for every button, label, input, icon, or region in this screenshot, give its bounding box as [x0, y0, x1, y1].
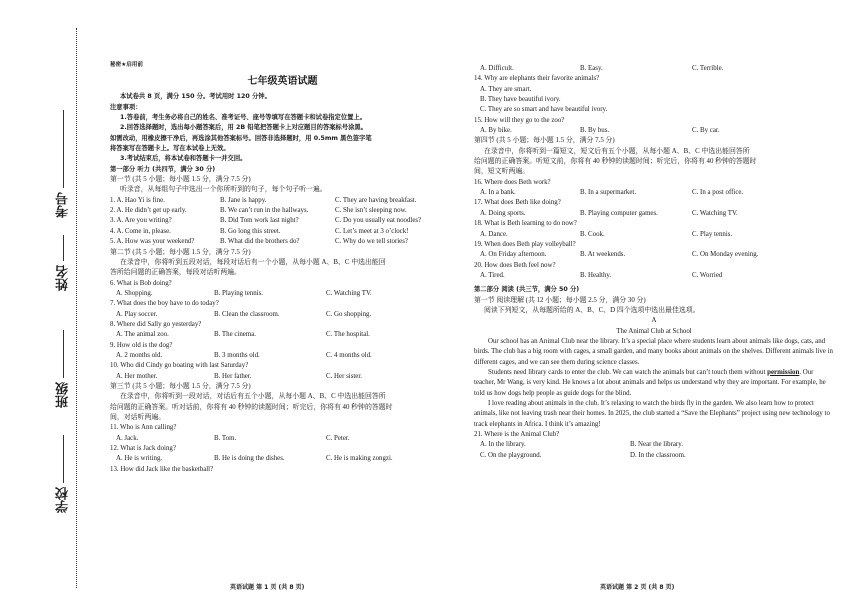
- list-item: 5. A. How was your weekend? B. What did the brothers do? C. Why do we tell stories?: [110, 238, 408, 246]
- option-row: A. Tired. B. Healthy. C. Worried: [480, 271, 723, 279]
- option-row: A. On Friday afternoon. B. At weekends. C. On Monday evening.: [480, 251, 759, 259]
- option-row: A. Shopping. B. Playing tennis. C. Watching TV.: [116, 289, 372, 297]
- note-line: 2.回答选择题时，选出每小题答案后，用 2B 铅笔把答题卡上对应题目的答案标号涂黑。: [120, 124, 368, 132]
- option-line: A. They are smart.: [480, 85, 532, 93]
- option-row: A. Jack. B. Tom. C. Peter.: [116, 434, 350, 442]
- section4-instructions: 在录音中，你将听到一篇短文，短文后有五个小题，从每小题 A、B、C 中选出能回答所: [484, 147, 750, 155]
- note-line: 1.答卷前，考生务必将自己的姓名、准考证号、座号等填写在答题卡和试卷指定位置上。: [120, 114, 367, 122]
- question-stem: 13. How did Jack like the basketball?: [110, 465, 214, 473]
- exam-number-field: [50, 110, 76, 218]
- question-stem: 7. What does the boy have to do today?: [110, 300, 219, 308]
- list-item: 3. A. Are you writing? B. Did Tom work last night? C. Do you usually eat noodles?: [110, 217, 422, 225]
- exam-number-line: [63, 110, 64, 188]
- option-row: C. On the playground. D. In the classroom.: [480, 451, 686, 459]
- class-line: [63, 330, 64, 378]
- class-label: 班级: [55, 382, 71, 408]
- question-stem: 8. Where did Sally go yesterday?: [110, 320, 202, 328]
- question-stem: 19. When does Beth play volleyball?: [474, 240, 576, 248]
- list-item: 2. A. He didn’t get up early. B. We can’t run in the hallways. C. She isn’t sleeping now.: [110, 207, 407, 215]
- passage-paragraph: I love reading about animals in the club. It’s relaxing to watch the birds fly in the garden. We also learn how to protect animals, like not leaving trash near their homes. In 2025, the club started a “Save the Elephants” project using new technology to track elephants in Africa. I think it’s amazing!: [474, 400, 830, 428]
- section3-instructions: 在录音中，你将听到一段对话，对话后有五个小题，从每小题 A、B、C 中选出能回答所: [120, 393, 386, 401]
- option-row: A. In a bank. B. In a supermarket. C. In a post office.: [480, 189, 744, 197]
- option-line: C. They are so smart and have beautiful ivory.: [480, 106, 608, 114]
- note-line: 如需改动，用橡皮擦干净后，再选涂其他答案标号。回答非选择题时，用 0.5mm 黑色签字笔: [110, 134, 372, 142]
- section1-instructions: 听录音，从每组句子中选出一个你所听到的句子，每个句子听一遍。: [120, 186, 327, 194]
- option-row: A. Dance. B. Cook. C. Play tennis.: [480, 230, 733, 238]
- part1-heading: 第一部分 听力 (共四节，满分 30 分): [110, 165, 216, 173]
- section4-instructions: 间，短文听两遍。: [474, 168, 530, 176]
- question-stem: 9. How old is the dog?: [110, 341, 173, 349]
- option-row: A. By bike. B. By bus. C. By car.: [480, 127, 720, 135]
- section2-heading: 第二节 (共 5 小题；每小题 1.5 分，满分 7.5 分): [110, 248, 251, 256]
- section4-instructions: 给问题的正确答案。听短文前，你将有 40 秒钟的读题时间；听完后，你将有 40 秒钟的答题时: [474, 158, 757, 166]
- secret-mark: 秘密★启用前: [110, 62, 143, 68]
- section1-heading: 第一节 (共 5 小题；每小题 1.5 分，满分 7.5 分): [110, 176, 251, 184]
- option-row: A. Play soccer. B. Clean the classroom. C. Go shopping.: [116, 310, 372, 318]
- name-line: [63, 235, 64, 261]
- question-stem: 10. Who did Cindy go boating with last Saturday?: [110, 362, 249, 370]
- question-stem: 16. Where does Beth work?: [474, 178, 551, 186]
- list-item: 4. A. Come in, please. B. Go long this street. C. Let’s meet at 3 o’clock!: [110, 227, 409, 235]
- question-stem: 20. How does Beth feel now?: [474, 261, 556, 269]
- question-stem: 6. What is Bob doing?: [110, 279, 172, 287]
- section2-instructions: 在录音中，你将听到五段对话，每段对话后有一个小题，从每小题 A、B、C 中选出能回: [120, 258, 386, 266]
- note-line: 将答案写在答题卡上。写在本试卷上无效。: [110, 145, 230, 153]
- exam-page-2: [474, 64, 834, 461]
- passage-paragraph: Our school has an Animal Club near the library. It’s a special place where students learn about animals like dogs, cats, and birds. The club has a big room with cages, a small garden, and many books about animals on the shelves. Different animals live in different cages, and we can see them during science classes.: [474, 337, 833, 366]
- question-stem: 17. What does Beth like doing?: [474, 199, 561, 207]
- class-field: [50, 330, 76, 408]
- reading-section1-heading: 第一节 阅读理解 (共 12 小题；每小题 2.5 分，满分 30 分): [474, 296, 646, 304]
- question-stem: 14. Why are elephants their favorite animals?: [474, 75, 600, 83]
- exam-number-label: 考号: [55, 192, 71, 218]
- option-row: A. Difficult. B. Easy. C. Terrible.: [480, 65, 724, 72]
- question-stem: 21. Where is the Animal Club?: [474, 431, 560, 439]
- section3-instructions: 给问题的正确答案。听对话前，你将有 40 秒钟的读题时间；听完后，你将有 40 秒钟的答题时: [110, 403, 393, 411]
- passage-title: The Animal Club at School: [616, 327, 692, 335]
- option-row: A. In the library. B. Near the library.: [480, 441, 683, 449]
- school-label: 学校: [55, 487, 71, 513]
- option-row: A. 2 months old. B. 3 months old. C. 4 months old.: [116, 351, 372, 359]
- keyword-permission: permission: [767, 368, 800, 376]
- name-label: 姓名: [55, 265, 71, 291]
- question-stem: 15. How will they go to the zoo?: [474, 116, 565, 124]
- binding-strip: [0, 0, 100, 608]
- page-1-footer: 英语试题 第 1 页 (共 8 页): [230, 584, 305, 591]
- option-row: A. Doing sports. B. Playing computer games. C. Watching TV.: [480, 209, 738, 217]
- option-row: A. The animal zoo. B. The cinema. C. The hospital.: [116, 331, 370, 339]
- page-2-footer: 英语试题 第 2 页 (共 8 页): [600, 584, 675, 591]
- seal-dotted-line: [76, 28, 77, 588]
- exam-page-1: [110, 60, 455, 475]
- question-stem: 18. What is Beth learning to do now?: [474, 220, 577, 228]
- section3-instructions: 间，对话听两遍。: [110, 414, 166, 421]
- question-stem: 11. Who is Ann calling?: [110, 424, 177, 432]
- notes-heading: 注意事项：: [110, 103, 142, 111]
- question-stem: 12. What is Jack doing?: [110, 445, 176, 453]
- list-item: 1. A. Hao Yi is fine. B. Jane is happy. C. They are having breakfast.: [110, 196, 417, 204]
- school-line: [63, 435, 64, 483]
- school-field: [50, 435, 76, 513]
- passage-paragraph: Students need library cards to enter the club. We can watch the animals but can’t touch them without permission. Our teacher, Mr Wang, is very kind. He knows a lot about animals and helps us understand why they are important. For example, he told us how dogs help people as guide dogs for the blind.: [474, 368, 826, 397]
- option-row: A. He is writing. B. He is doing the dishes. C. He is making zongzi.: [116, 455, 393, 463]
- name-field: [50, 235, 76, 291]
- passage-letter: A: [651, 317, 657, 325]
- option-row: A. Her mother. B. Her father. C. Her sister.: [116, 372, 362, 380]
- part2-heading: 第二部分 阅读 (共三节，满分 50 分): [474, 286, 580, 294]
- note-line: 3.考试结束后，将本试卷和答题卡一并交回。: [120, 155, 247, 163]
- section2-instructions: 答所给问题的正确答案，每段对话听两遍。: [110, 269, 241, 277]
- exam-title: 七年级英语试题: [247, 76, 318, 88]
- option-line: B. They have beautiful ivory.: [480, 96, 561, 104]
- section4-heading: 第四节 (共 5 小题；每小题 1.5 分，满分 7.5 分): [474, 137, 615, 145]
- reading-instructions: 阅读下列短文，从每题所给的 A、B、C、D 四个选项中选出最佳选项。: [484, 306, 700, 314]
- exam-info: 本试卷共 8 页，满分 150 分。考试用时 120 分钟。: [120, 93, 271, 101]
- section3-heading: 第三节 (共 5 小题；每小题 1.5 分，满分 7.5 分): [110, 382, 251, 390]
